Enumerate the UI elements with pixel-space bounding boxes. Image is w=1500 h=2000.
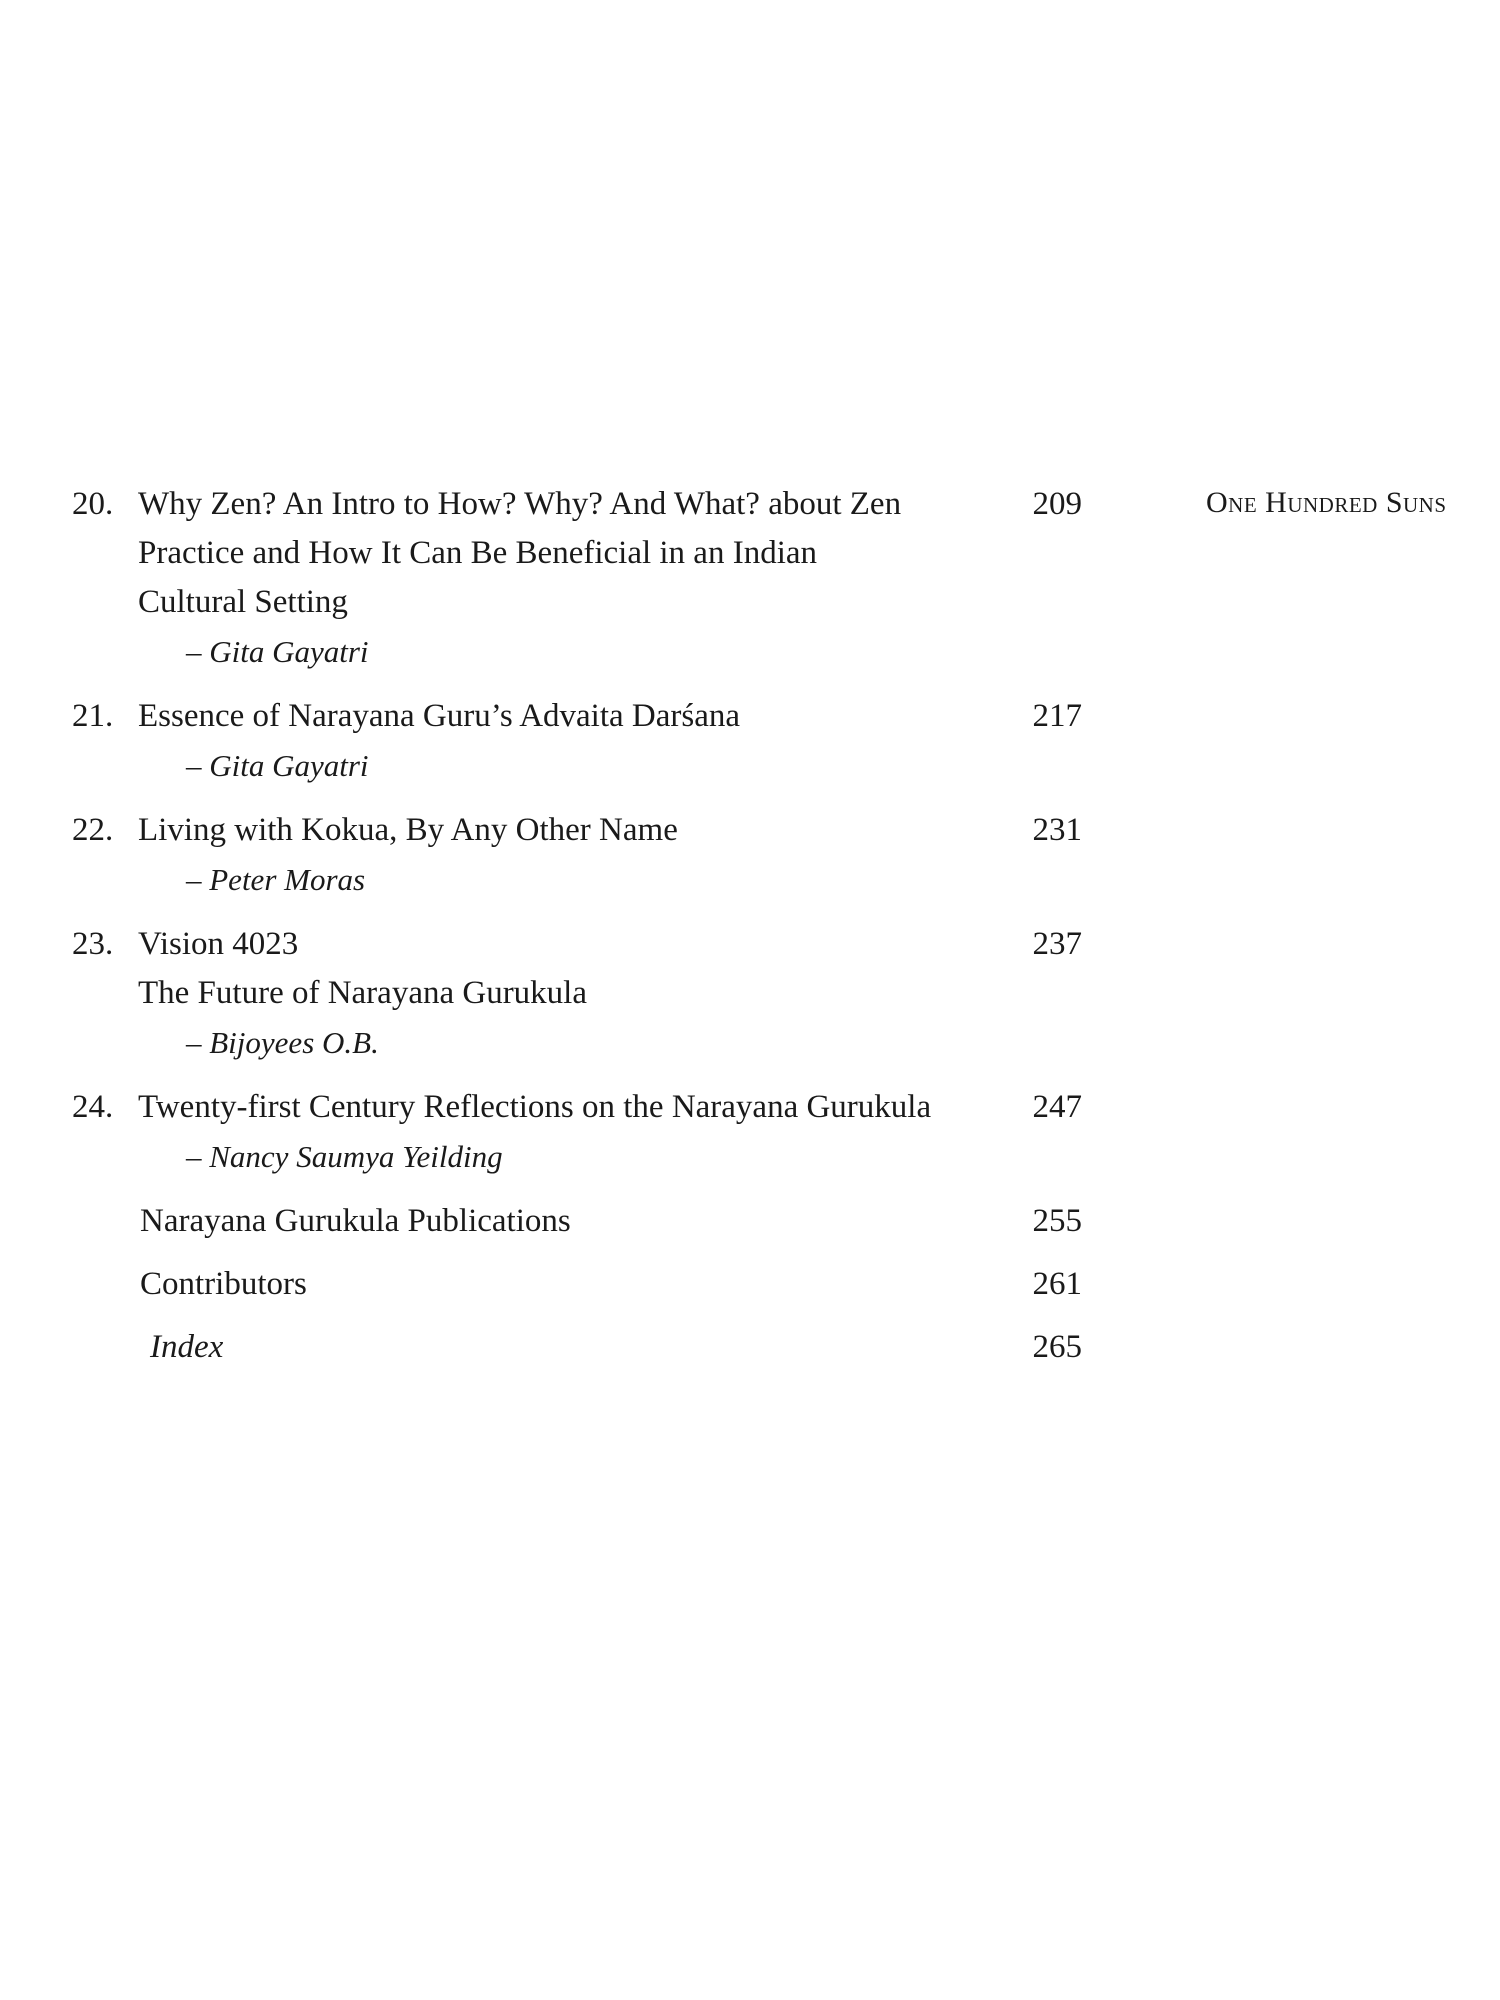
entry-author: – Peter Moras xyxy=(186,862,366,897)
entry-author: – Bijoyees O.B. xyxy=(186,1025,379,1060)
entry-number: 22. xyxy=(72,812,114,848)
entry-author: – Gita Gayatri xyxy=(186,748,369,783)
back-matter-label: Narayana Gurukula Publications xyxy=(140,1203,571,1239)
entry-page-number: 247 xyxy=(1032,1089,1082,1125)
entry-number: 21. xyxy=(72,698,114,734)
entry-body xyxy=(138,480,1008,676)
entry-title-line: Vision 4023 xyxy=(138,926,299,962)
entry-author: – Nancy Saumya Yeilding xyxy=(186,1139,503,1174)
back-matter-label: Index xyxy=(150,1329,224,1365)
back-matter-page-number: 265 xyxy=(1032,1329,1082,1365)
entry-number: 24. xyxy=(72,1089,114,1125)
entry-title-line: Cultural Setting xyxy=(138,584,348,620)
entry-body xyxy=(138,920,1008,1067)
entry-page-number: 237 xyxy=(1032,926,1082,962)
toc-contributors xyxy=(72,1260,1082,1323)
toc-index xyxy=(72,1323,1082,1386)
toc-entry-23 xyxy=(72,920,1082,1067)
entry-body xyxy=(138,1083,1008,1181)
entry-title-line: Practice and How It Can Be Beneficial in an Indian xyxy=(138,535,818,571)
entry-title-line: Essence of Narayana Guru’s Advaita Darśana xyxy=(138,698,741,734)
entry-page-number: 231 xyxy=(1032,812,1082,848)
entry-body xyxy=(138,806,1008,904)
back-matter-page-number: 255 xyxy=(1032,1203,1082,1239)
toc-entry-22 xyxy=(72,806,1082,904)
entry-title-line: Living with Kokua, By Any Other Name xyxy=(138,812,678,848)
entry-title-line: Twenty-first Century Reflections on the Narayana Gurukula xyxy=(138,1089,932,1125)
entry-body xyxy=(138,692,1008,790)
entry-number: 20. xyxy=(72,486,114,522)
entry-title-line: Why Zen? An Intro to How? Why? And What? about Zen xyxy=(138,486,902,522)
running-head: One Hundred Suns xyxy=(1206,486,1447,519)
entry-page-number: 209 xyxy=(1032,486,1082,522)
toc-entry-21 xyxy=(72,692,1082,790)
back-matter-page-number: 261 xyxy=(1032,1266,1082,1302)
entry-author: – Gita Gayatri xyxy=(186,634,369,669)
entry-title-line: The Future of Narayana Gurukula xyxy=(138,975,587,1011)
toc-publications xyxy=(72,1197,1082,1260)
entry-number: 23. xyxy=(72,926,114,962)
entry-page-number: 217 xyxy=(1032,698,1082,734)
back-matter-label: Contributors xyxy=(140,1266,307,1302)
table-of-contents xyxy=(72,480,1082,1386)
toc-entry-24 xyxy=(72,1083,1082,1181)
toc-entry-20 xyxy=(72,480,1082,676)
